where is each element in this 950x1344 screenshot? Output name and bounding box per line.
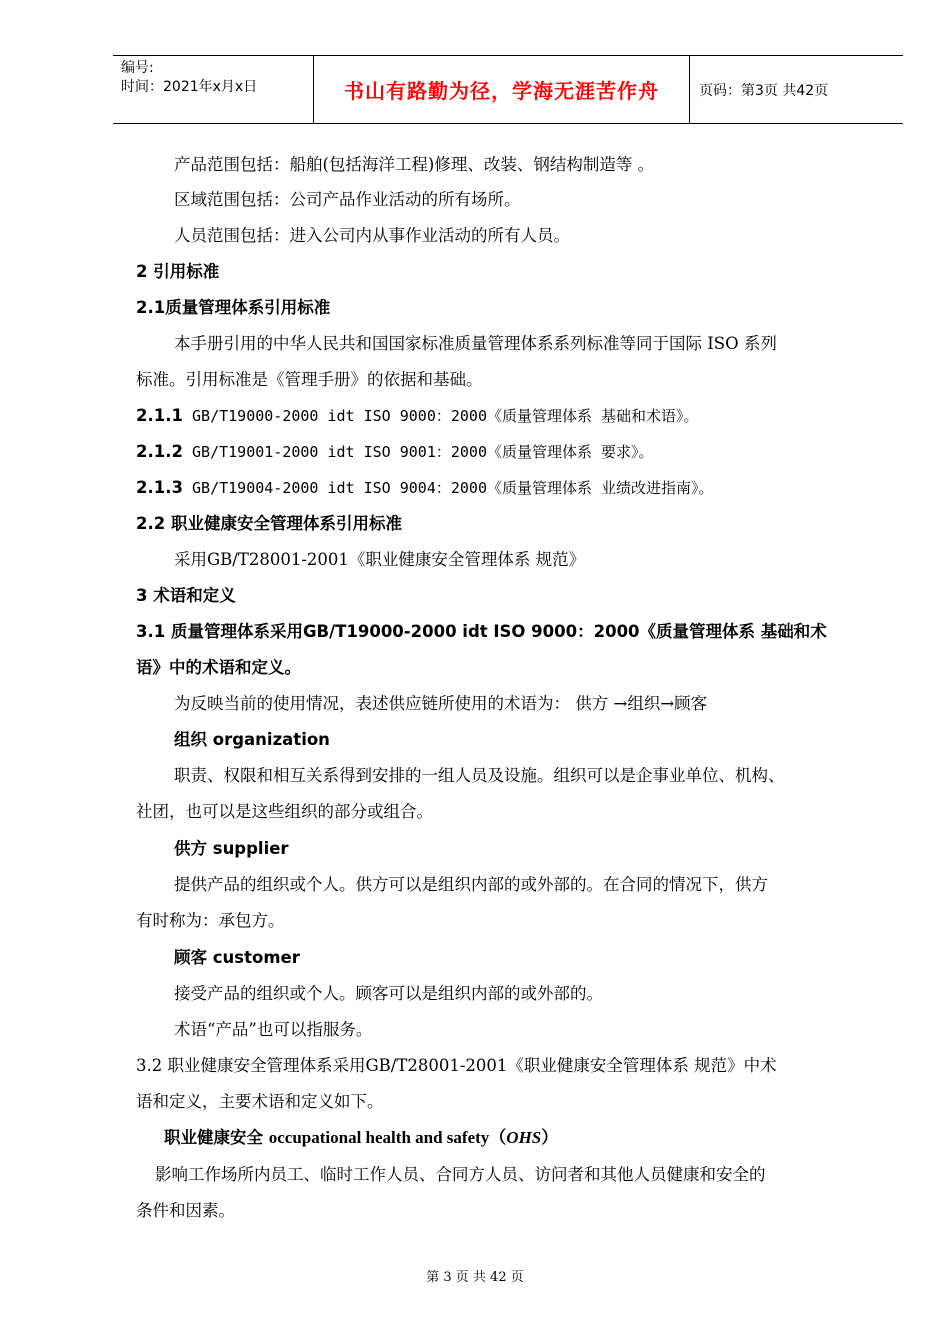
date-label: 时间：2021年x月x日 <box>121 79 258 95</box>
standard-number: 2.1.1 <box>136 406 183 425</box>
def-customer: 接受产品的组织或个人。顾客可以是组织内部的或外部的。 <box>174 984 603 1003</box>
standard-2-1-1 <box>136 405 699 427</box>
standard-number: 2.1.3 <box>136 478 183 497</box>
para-ohs-standard: 采用GB/T28001-2001《职业健康安全管理体系 规范》 <box>174 550 586 569</box>
term-organization: 组织 organization <box>174 730 330 749</box>
section-3-2-para-1: 3.2 职业健康安全管理体系采用GB/T28001-2001《职业健康安全管理体系 规范》中术 <box>136 1056 777 1075</box>
section-2-heading: 2 引用标准 <box>136 262 220 281</box>
serial-label: 编号: <box>121 60 154 76</box>
standard-number: 2.1.2 <box>136 442 183 461</box>
def-supplier-2: 有时称为：承包方。 <box>136 911 285 930</box>
term-ohs-close: ） <box>541 1128 559 1147</box>
term-ohs-cn: 职业健康安全 <box>164 1128 269 1147</box>
scope-product: 产品范围包括：船舶(包括海洋工程)修理、改装、钢结构制造等 。 <box>174 155 655 174</box>
def-organization-2: 社团，也可以是这些组织的部分或组合。 <box>136 802 433 821</box>
scope-area: 区域范围包括：公司产品作业活动的所有场所。 <box>174 190 521 209</box>
standard-text: GB/T19004-2000 idt ISO 9004：2000《质量管理体系 业绩改进指南》。 <box>182 479 714 497</box>
para-standards-2: 标准。引用标准是《管理手册》的依据和基础。 <box>136 370 483 389</box>
term-customer: 顾客 customer <box>174 948 300 967</box>
para-standards-1: 本手册引用的中华人民共和国国家标准质量管理体系系列标准等同于国际 ISO 系列 <box>174 334 777 353</box>
para-supply-chain: 为反映当前的使用情况，表述供应链所使用的术语为： 供方 →组织→顾客 <box>174 694 708 713</box>
section-2-1-heading: 2.1质量管理体系引用标准 <box>136 298 331 317</box>
note-product: 术语“产品”也可以指服务。 <box>174 1020 373 1039</box>
def-ohs-2: 条件和因素。 <box>136 1201 235 1220</box>
term-ohs <box>164 1127 558 1149</box>
standard-text: GB/T19001-2000 idt ISO 9001：2000《质量管理体系 要求》。 <box>182 443 654 461</box>
scope-personnel: 人员范围包括：进入公司内从事作业活动的所有人员。 <box>174 226 570 245</box>
def-supplier-1: 提供产品的组织或个人。供方可以是组织内部的或外部的。在合同的情况下，供方 <box>174 875 768 894</box>
header-motto: 书山有路勤为径，学海无涯苦作舟 <box>313 56 690 123</box>
section-3-heading: 3 术语和定义 <box>136 586 236 605</box>
standard-2-1-3 <box>136 477 714 499</box>
def-organization-1: 职责、权限和相互关系得到安排的一组人员及设施。组织可以是企事业单位、机构、 <box>174 766 785 785</box>
section-3-2-para-2: 语和定义，主要术语和定义如下。 <box>136 1092 384 1111</box>
def-ohs-1: 影响工作场所内员工、临时工作人员、合同方人员、访问者和其他人员健康和安全的 <box>155 1165 766 1184</box>
term-ohs-en: occupational health and safety（ <box>268 1128 507 1147</box>
header-page-info: 页码：第3页 共42页 <box>699 82 829 99</box>
section-2-2-heading: 2.2 职业健康安全管理体系引用标准 <box>136 514 402 533</box>
term-ohs-abbr: OHS <box>506 1128 542 1147</box>
section-3-1-heading-1: 3.1 质量管理体系采用GB/T19000-2000 idt ISO 9000：2000《质量管理体系 基础和术 <box>136 622 827 641</box>
term-supplier: 供方 supplier <box>174 839 289 858</box>
standard-2-1-2 <box>136 441 654 463</box>
header-meta <box>113 56 313 123</box>
page-header <box>113 55 903 124</box>
section-3-1-heading-2: 语》中的术语和定义。 <box>136 658 301 677</box>
standard-text: GB/T19000-2000 idt ISO 9000：2000《质量管理体系 基础和术语》。 <box>182 407 699 425</box>
page-footer: 第 3 页 共 42 页 <box>426 1270 524 1285</box>
